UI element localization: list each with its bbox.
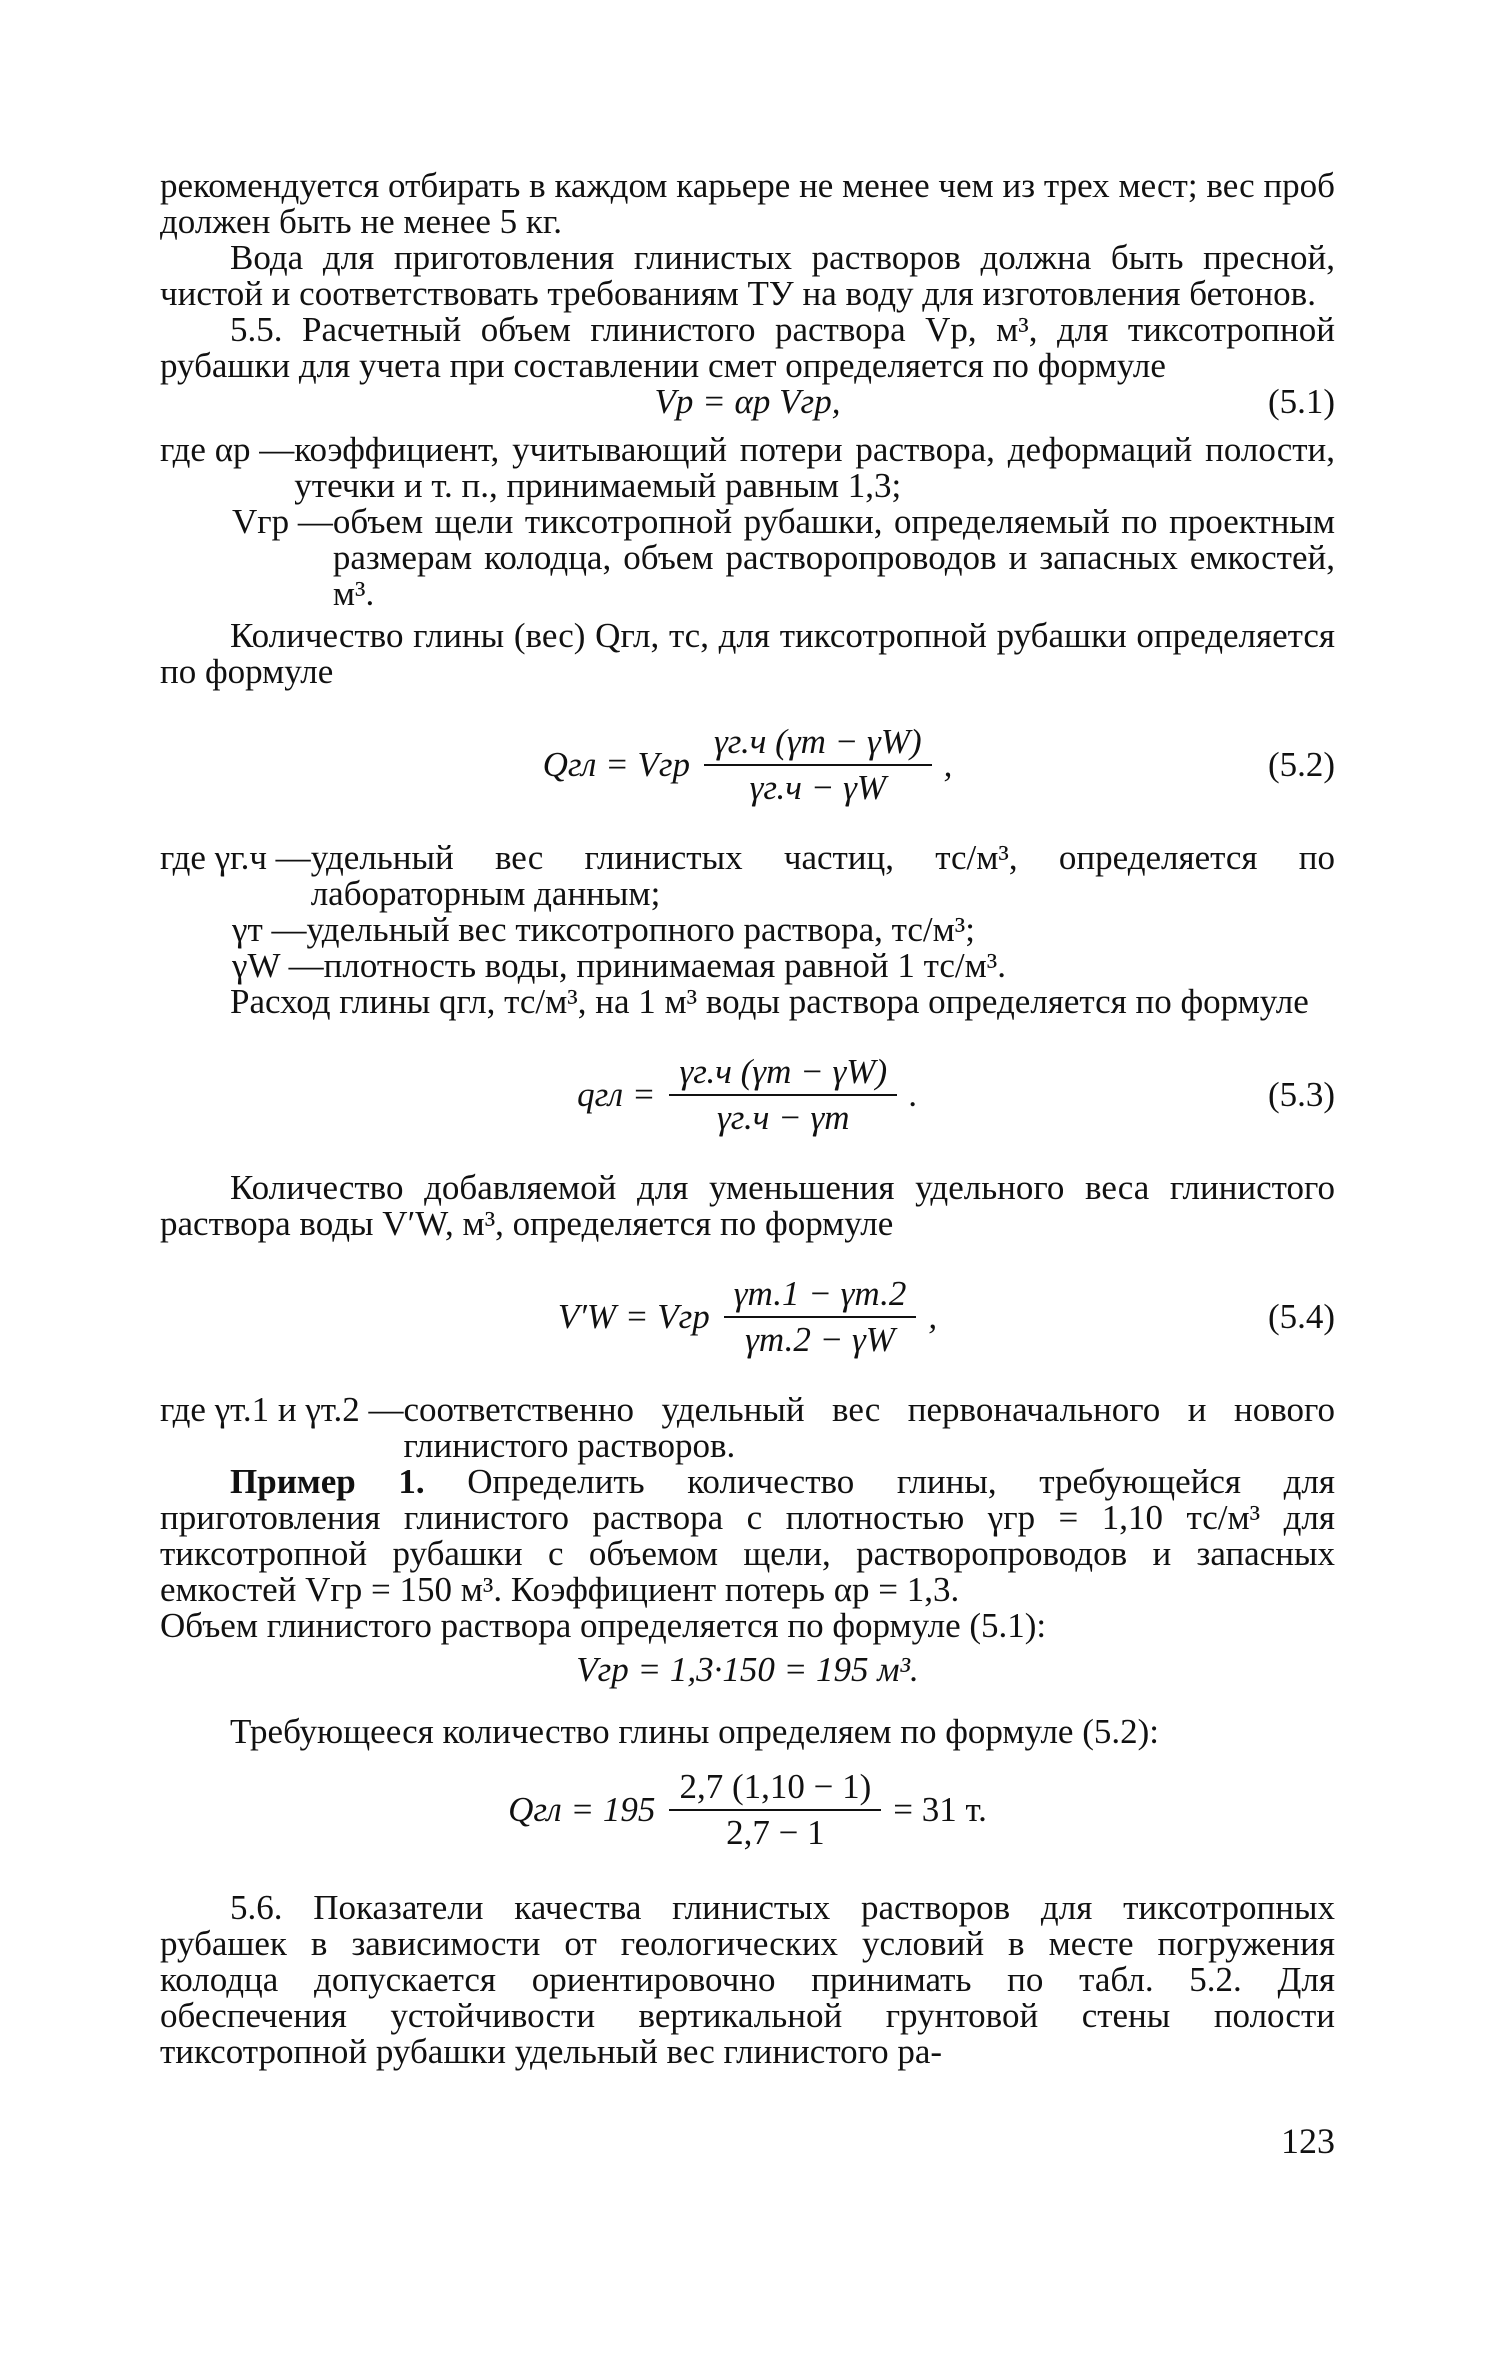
calculation-1: [160, 1652, 1335, 1700]
example-text: Определить количество глины, требующейся для приготовления глинистого раствора с плотностью γгр = 1,10 тс/м³ для тиксотропной рубашки с объемом щели, растворопроводов и запасных емкостей Vгр = 150 м³. Коэффициент потерь αр = 1,3.: [160, 1462, 1335, 1609]
definition: [160, 912, 1335, 948]
denominator: 2,7 − 1: [726, 1813, 825, 1852]
paragraph-5-5: 5.5. Расчетный объем глинистого раствора Vр, м³, для тиксотропной рубашки для учета при составлении смет определяется по формуле: [160, 310, 1335, 385]
fraction: [704, 724, 932, 806]
definition: [160, 432, 1335, 504]
formula-tail: = 31 т.: [893, 1790, 987, 1829]
formula-tail: ,: [928, 1297, 938, 1336]
formula-expression: Vр = αр Vгр,: [654, 382, 841, 421]
definition-text: коэффициент, учитывающий потери раствора, деформаций полости, утечки и т. п., принимаемый равным 1,3;: [294, 430, 1335, 505]
paragraph-5-6: 5.6. Показатели качества глинистых растворов для тиксотропных рубашек в зависимости от геологических условий в месте погружения колодца допускается ориентировочно принимать по табл. 5.2. Для обеспечения устойчивости вертикальной грунтовой стены полости тиксотропной рубашки удельный вес глинистого ра-: [160, 1888, 1335, 2071]
numerator: 2,7 (1,10 − 1): [679, 1767, 872, 1806]
formula-lhs: qгл =: [577, 1075, 656, 1114]
formula-number: (5.2): [1267, 745, 1335, 784]
formula-lhs: Qгл = 195: [508, 1790, 656, 1829]
document-page: [160, 168, 1335, 2070]
definition-text: соответственно удельный вес первоначального и нового глинистого растворов.: [403, 1390, 1335, 1465]
definition-text: плотность воды, принимаемая равной 1 тс/м³.: [323, 946, 1006, 985]
formula-tail: .: [909, 1075, 918, 1114]
fraction: [669, 1769, 881, 1851]
page-number: 123: [1281, 2121, 1335, 2161]
denominator: γг.ч − γт: [716, 1098, 850, 1137]
paragraph: Объем глинистого раствора определяется по формуле (5.1):: [160, 1606, 1047, 1645]
calculation-expression: Vгр = 1,3·150 = 195 м³.: [576, 1650, 919, 1689]
denominator: γт.2 − γW: [745, 1320, 895, 1359]
paragraph: Требующееся количество глины определяем по формуле (5.2):: [230, 1712, 1160, 1751]
definition-term: где γг.ч —: [160, 838, 311, 877]
definition: [160, 840, 1335, 912]
paragraph: Количество добавляемой для уменьшения удельного веса глинистого раствора воды V′W, м³, определяется по формуле: [160, 1168, 1335, 1243]
numerator: γг.ч (γт − γW): [679, 1052, 888, 1091]
formula-number: (5.3): [1267, 1075, 1335, 1114]
example-heading: Пример 1.: [230, 1462, 425, 1501]
definition-term: где αр —: [160, 430, 295, 469]
fraction: [724, 1276, 917, 1358]
formula-number: (5.4): [1267, 1297, 1335, 1336]
definition: [160, 1392, 1335, 1464]
definition-term: где γт.1 и γт.2 —: [160, 1390, 404, 1429]
formula-5-1: [160, 384, 1335, 432]
definition-text: удельный вес глинистых частиц, тс/м³, определяется по лабораторным данным;: [310, 838, 1335, 913]
definition: [160, 504, 1335, 612]
definition: [160, 948, 1335, 984]
definition-text: удельный вес тиксотропного раствора, тс/м³;: [306, 910, 976, 949]
definition-term: γW —: [232, 946, 324, 985]
paragraph: Расход глины qгл, тс/м³, на 1 м³ воды раствора определяется по формуле: [230, 982, 1309, 1021]
formula-tail: ,: [943, 745, 953, 784]
definition-text: объем щели тиксотропной рубашки, определяемый по проектным размерам колодца, объем растворопроводов и запасных емкостей, м³.: [332, 502, 1335, 613]
paragraph: Количество глины (вес) Qгл, тс, для тиксотропной рубашки определяется по формуле: [160, 616, 1335, 691]
formula-5-3: [160, 1040, 1335, 1150]
formula-number: (5.1): [1267, 382, 1335, 421]
denominator: γг.ч − γW: [749, 768, 887, 807]
numerator: γг.ч (γт − γW): [714, 722, 922, 761]
definition-term: Vгр —: [232, 502, 333, 541]
formula-lhs: Qгл = Vгр: [542, 745, 690, 784]
paragraph: Вода для приготовления глинистых растворов должна быть пресной, чистой и соответствовать требованиям ТУ на воду для изготовления бетонов.: [160, 238, 1335, 313]
calculation-2: [160, 1760, 1335, 1860]
formula-5-4: [160, 1262, 1335, 1372]
example-paragraph: [160, 1464, 1335, 1608]
formula-lhs: V′W = Vгр: [557, 1297, 710, 1336]
fraction: [669, 1054, 897, 1136]
paragraph: рекомендуется отбирать в каждом карьере не менее чем из трех мест; вес проб должен быть не менее 5 кг.: [160, 166, 1335, 241]
formula-5-2: [160, 710, 1335, 820]
numerator: γт.1 − γт.2: [733, 1274, 907, 1313]
definition-term: γт —: [232, 910, 307, 949]
